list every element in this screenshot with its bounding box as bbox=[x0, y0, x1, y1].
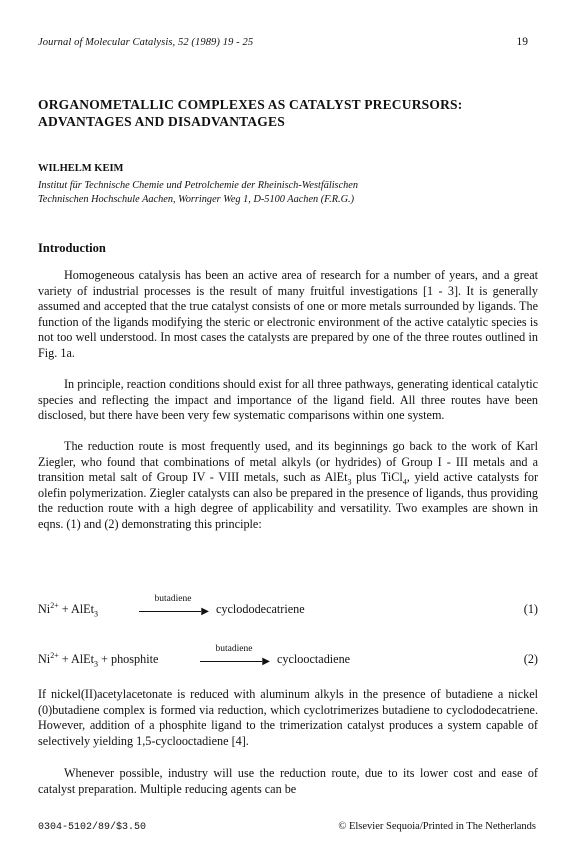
equation-2 bbox=[38, 640, 538, 670]
equation-1-reaction-arrow bbox=[137, 594, 209, 616]
affiliation-line-1: Institut für Technische Chemie und Petrolchemie der Rheinisch-Westfälischen bbox=[38, 180, 359, 191]
equation-2-charge: 2+ bbox=[50, 650, 59, 660]
equation-1 bbox=[38, 590, 538, 620]
equation-1-arrow-label: butadiene bbox=[154, 594, 192, 604]
page-number: 19 bbox=[516, 36, 528, 48]
paragraph-3-subscript-a: 3 bbox=[347, 477, 352, 487]
paragraph-2: In principle, reaction conditions should exist for all three pathways, generating identical catalytic species and reflecting the impact and importance of the ligand field. All three routes have been disclosed, but there have been very few systematic comparisons within one system. bbox=[38, 377, 538, 423]
article-title bbox=[38, 96, 538, 130]
equation-1-reagent-subscript: 3 bbox=[94, 609, 99, 619]
section-heading: Introduction bbox=[38, 241, 106, 255]
equation-1-reagent: + AlEt bbox=[58, 602, 95, 616]
title-line-2: ADVANTAGES AND DISADVANTAGES bbox=[38, 114, 285, 129]
affiliation-line-2: Technischen Hochschule Aachen, Worringer Weg 1, D-5100 Aachen (F.R.G.) bbox=[38, 194, 355, 205]
equation-2-reactants bbox=[38, 652, 158, 667]
equation-1-nickel: Ni bbox=[38, 602, 51, 616]
equation-2-arrow-label: butadiene bbox=[215, 644, 253, 654]
equation-2-product: cyclooctadiene bbox=[277, 652, 351, 666]
equation-1-charge: 2+ bbox=[50, 600, 59, 610]
article-code: 0304-5102/89/$3.50 bbox=[38, 822, 147, 833]
paragraph-3-subscript-b: 4 bbox=[402, 477, 407, 487]
arrow-head-icon: ▶ bbox=[262, 656, 270, 667]
copyright-notice: © Elsevier Sequoia/Printed in The Netherlands bbox=[338, 821, 536, 832]
arrow-head-icon: ▶ bbox=[201, 606, 209, 617]
paragraph-3 bbox=[38, 439, 538, 533]
paragraph-1: Homogeneous catalysis has been an active area of research for a number of years, and a great variety of industrial processes is the result of many fruitful investigations [1 - 3]. It is generally assumed and accepted that the true catalyst consists of one or more metals surrounded by ligands. The function of the ligands modifying the steric or electronic environment of the active catalytic species is not too well understood. In most cases the catalysts are prepared by one of the three routes outlined in Fig. 1a. bbox=[38, 268, 538, 360]
author-name: WILHELM KEIM bbox=[38, 163, 124, 174]
journal-citation: Journal of Molecular Catalysis, 52 (1989) 19 - 25 bbox=[38, 37, 254, 48]
equation-2-number: (2) bbox=[523, 652, 538, 666]
author-affiliation bbox=[38, 179, 548, 207]
paragraph-5: Whenever possible, industry will use the reduction route, due to its lower cost and ease of catalyst preparation. Multiple reducing agents can be bbox=[38, 766, 538, 796]
paragraph-3-text-a: The reduction route is most frequently used, and its beginnings go back to the work of Karl Ziegler, who found that combinations of metal alkyls (or hydrides) of Group I - III metals and a transition metal salt of Group IV - VIII metals, such as AlEt bbox=[38, 439, 538, 485]
title-line-1: ORGANOMETALLIC COMPLEXES AS CATALYST PRECURSORS: bbox=[38, 97, 463, 112]
paragraph-3-text-c: , yield active catalysts for olefin polymerization. Ziegler catalysts can also be prepared in the presence of ligands, thus providing the reduction route with a high degree of applicability and versatility. Two examples are shown in eqns. (1) and (2) demonstrating this principle: bbox=[38, 470, 539, 531]
equation-2-reagent: + AlEt bbox=[58, 652, 95, 666]
equation-2-nickel: Ni bbox=[38, 652, 51, 666]
equation-2-arrow-shaft bbox=[200, 661, 262, 662]
equation-1-arrow-shaft bbox=[139, 611, 201, 612]
equation-2-reagent-subscript: 3 bbox=[94, 659, 99, 669]
equation-2-reaction-arrow bbox=[198, 644, 270, 666]
paragraph-3-text-b: plus TiCl bbox=[351, 470, 403, 485]
equation-2-extra-reagent: + phosphite bbox=[98, 652, 159, 666]
equation-1-number: (1) bbox=[523, 602, 538, 616]
equation-1-product: cyclododecatriene bbox=[216, 602, 305, 616]
paragraph-4: If nickel(II)acetylacetonate is reduced with aluminum alkyls in the presence of butadiene a nickel (0)butadiene complex is formed via reduction, which cyclotrimerizes butadiene to cyclododecatriene. However, addition of a phosphite ligand to the trimerization catalyst produces a system capable of selectively yielding 1,5-cyclooctadiene [4]. bbox=[38, 687, 538, 748]
equation-1-reactants bbox=[38, 602, 98, 617]
